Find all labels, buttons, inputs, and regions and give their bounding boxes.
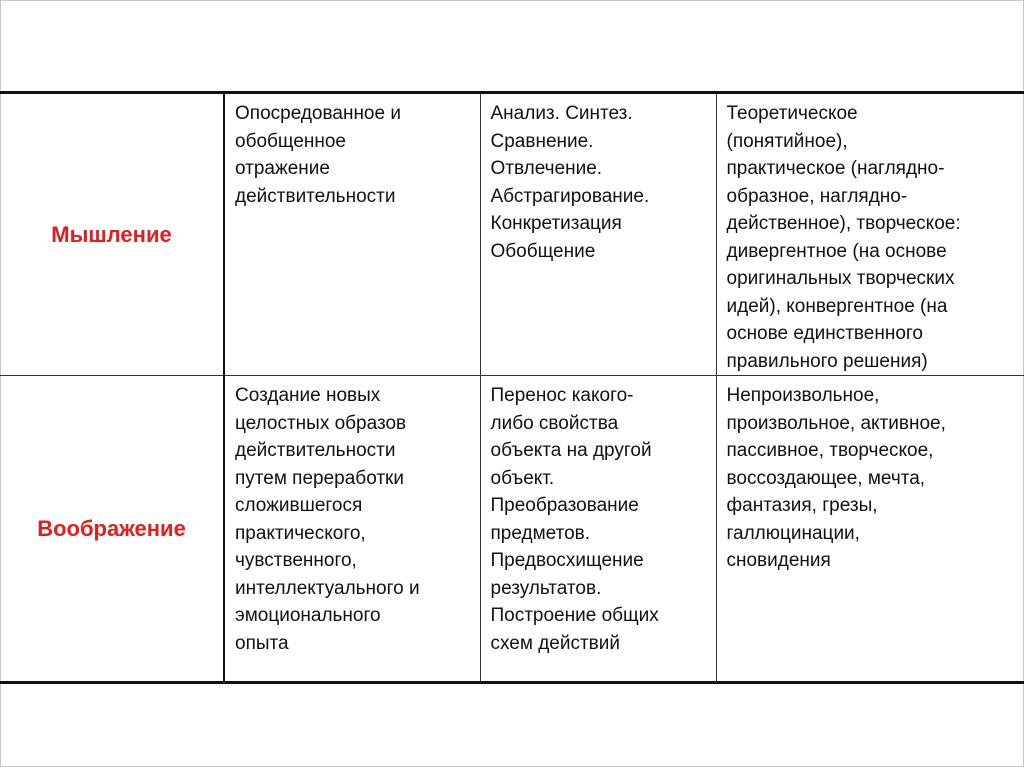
- definition-cell-imagination: [224, 376, 480, 683]
- operations-text: Анализ. Синтез. Сравнение. Отвлечение. Абстрагирование. Конкретизация Обобщение: [490, 103, 650, 262]
- types-cell-thinking: [716, 93, 1024, 376]
- operations-cell-thinking: [480, 93, 716, 376]
- table-row-imagination: [0, 376, 1024, 683]
- definition-text: Опосредованное и обобщенное отражение действительности: [235, 103, 401, 207]
- operations-cell-imagination: [480, 376, 716, 683]
- row-label-imagination: Воображение: [0, 376, 224, 683]
- definition-cell-thinking: [224, 93, 480, 376]
- types-text: Теоретическое (понятийное), практическое (наглядно- образное, наглядно- действенное), творческое: дивергентное (на основе оригинальных творческих идей), конвергентное (на основе единственного правильного решения): [726, 103, 961, 372]
- row-label-thinking: Мышление: [0, 93, 224, 376]
- comparison-table: [0, 91, 1024, 684]
- definition-text: Создание новых целостных образов действительности путем переработки сложившегося практического, чувственного, интеллектуального и эмоционального опыта: [235, 385, 420, 654]
- types-cell-imagination: [716, 376, 1024, 683]
- operations-text: Перенос какого- либо свойства объекта на другой объект. Преобразование предметов. Предвосхищение результатов. Построение общих схем действий: [490, 385, 659, 654]
- types-text: Непроизвольное, произвольное, активное, пассивное, творческое, воссоздающее, мечта, фантазия, грезы, галлюцинации, сновидения: [726, 385, 946, 571]
- table-row-thinking: [0, 93, 1024, 376]
